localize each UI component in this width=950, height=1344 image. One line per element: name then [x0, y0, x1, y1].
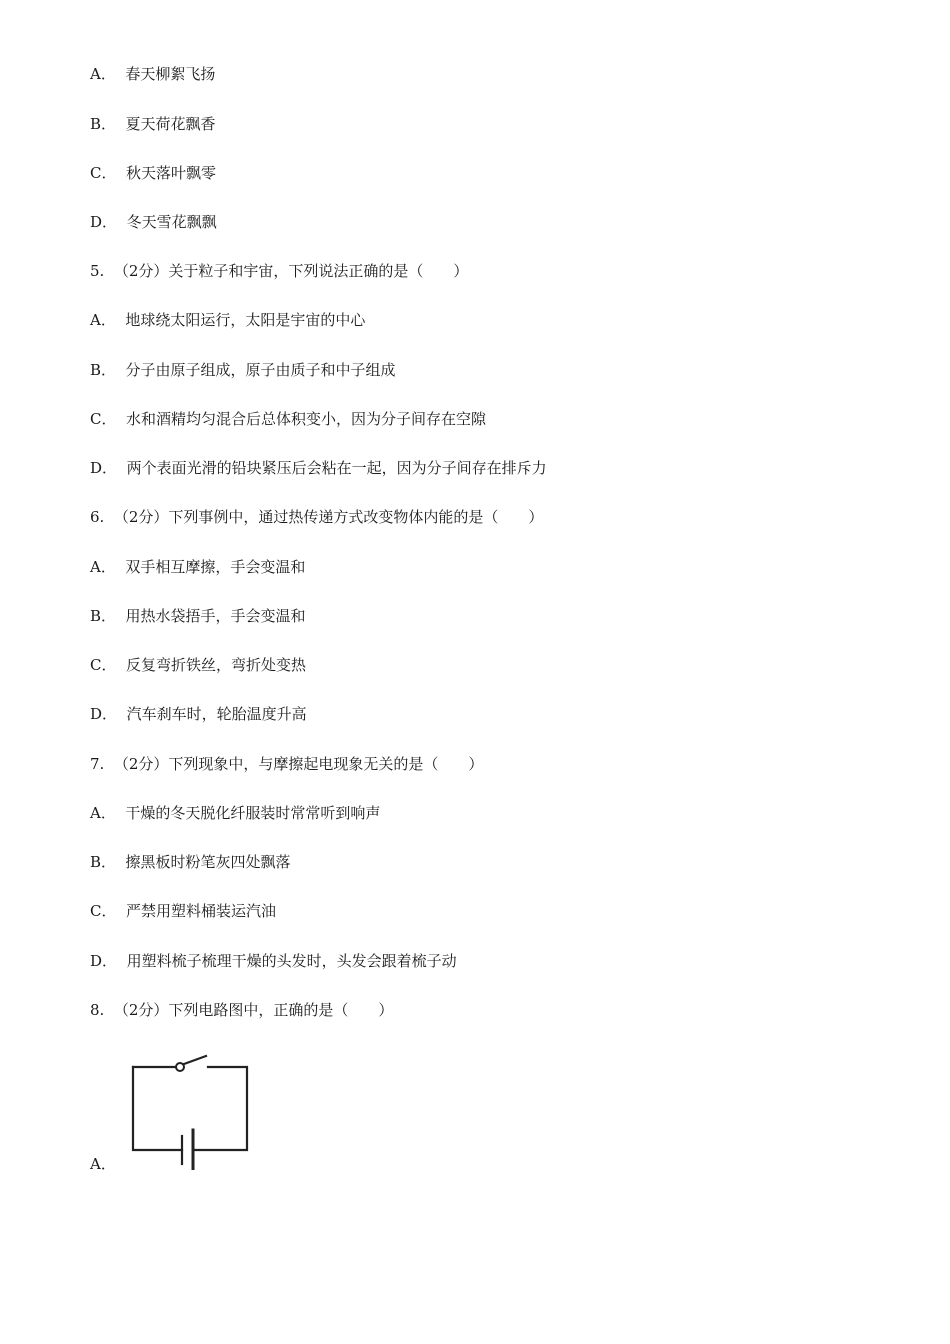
q7-stem: 7. （2分）下列现象中，与摩擦起电现象无关的是（ ） — [90, 755, 484, 773]
q5-option-d: D． 两个表面光滑的铅块紧压后会粘在一起，因为分子间存在排斥力 — [90, 459, 547, 477]
q5-option-b: B． 分子由原子组成，原子由质子和中子组成 — [90, 361, 396, 379]
q7-option-a: A． 干燥的冬天脱化纤服装时常常听到响声 — [90, 804, 381, 822]
q4-option-a: A． 春天柳絮飞扬 — [90, 65, 216, 83]
q8-option-a-label: A． — [90, 1155, 116, 1173]
q5-stem: 5. （2分）关于粒子和宇宙，下列说法正确的是（ ） — [90, 262, 469, 280]
q8-stem: 8. （2分）下列电路图中，正确的是（ ） — [90, 1001, 394, 1019]
q6-option-d: D． 汽车刹车时，轮胎温度升高 — [90, 705, 307, 723]
q4-option-c: C． 秋天落叶飘零 — [90, 164, 217, 182]
q5-option-c: C． 水和酒精均匀混合后总体积变小，因为分子间存在空隙 — [90, 410, 487, 428]
q5-option-a: A． 地球绕太阳运行，太阳是宇宙的中心 — [90, 311, 366, 329]
q4-option-b: B． 夏天荷花飘香 — [90, 115, 216, 133]
circuit-diagram-icon — [126, 1052, 256, 1170]
q6-option-b: B． 用热水袋捂手，手会变温和 — [90, 607, 306, 625]
q6-option-a: A． 双手相互摩擦，手会变温和 — [90, 558, 306, 576]
q7-option-d: D． 用塑料梳子梳理干燥的头发时，头发会跟着梳子动 — [90, 952, 457, 970]
q7-option-c: C． 严禁用塑料桶装运汽油 — [90, 902, 277, 920]
q4-option-d: D． 冬天雪花飘飘 — [90, 213, 217, 231]
q7-option-b: B． 擦黑板时粉笔灰四处飘落 — [90, 853, 291, 871]
q6-stem: 6. （2分）下列事例中，通过热传递方式改变物体内能的是（ ） — [90, 508, 544, 526]
q6-option-c: C． 反复弯折铁丝，弯折处变热 — [90, 656, 307, 674]
